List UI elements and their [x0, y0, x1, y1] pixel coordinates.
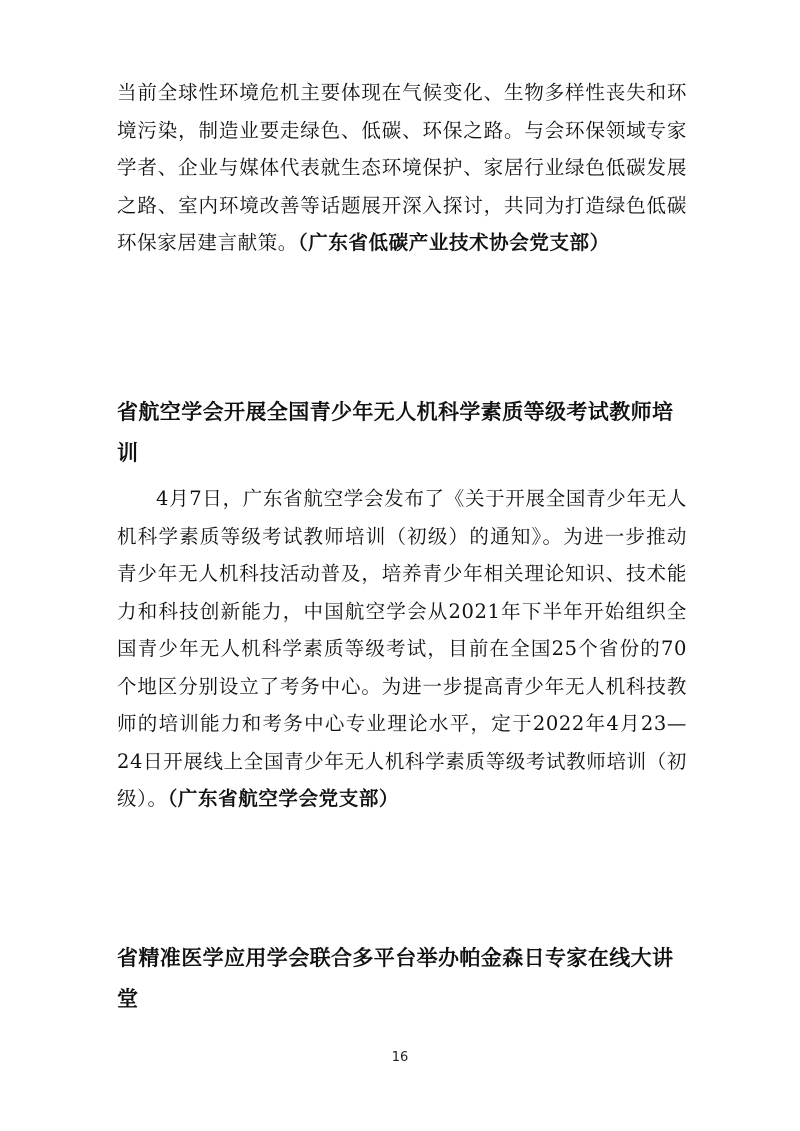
- article-3-title: 省精准医学应用学会联合多平台举办帕金森日专家在线大讲堂: [117, 946, 674, 1011]
- article-1-body: 当前全球性环境危机主要体现在气候变化、生物多样性丧失和环境污染，制造业要走绿色、低碳、环保之路。与会环保领域专家学者、企业与媒体代表就生态环境保护、家居行业绿色低碳发展之路、室内环境改善等话题展开深入探讨，共同为打造绿色低碳环保家居建言献策。: [117, 81, 687, 254]
- article-1-source: （广东省低碳产业技术协会党支部）: [297, 231, 610, 254]
- article-2-title: 省航空学会开展全国青少年无人机科学素质等级考试教师培训: [117, 400, 674, 465]
- article-1-paragraph: [117, 74, 687, 262]
- article-2-body: 4月7日，广东省航空学会发布了《关于开展全国青少年无人机科学素质等级考试教师培训（初级）的通知》。为进一步推动青少年无人机科技活动普及，培养青少年相关理论知识、技术能力和科技创新能力，中国航空学会从2021年下半年开始组织全国青少年无人机科学素质等级考试，目前在全国25个省份的70个地区分别设立了考务中心。为进一步提高青少年无人机科技教师的培训能力和考务中心专业理论水平，定于2022年4月23—24日开展线上全国青少年无人机科学素质等级考试教师培训（初级）。: [117, 487, 687, 810]
- article-2-paragraph: [117, 480, 687, 818]
- page-number: 16: [391, 1050, 409, 1065]
- article-2-source: （广东省航空学会党支部）: [167, 787, 400, 810]
